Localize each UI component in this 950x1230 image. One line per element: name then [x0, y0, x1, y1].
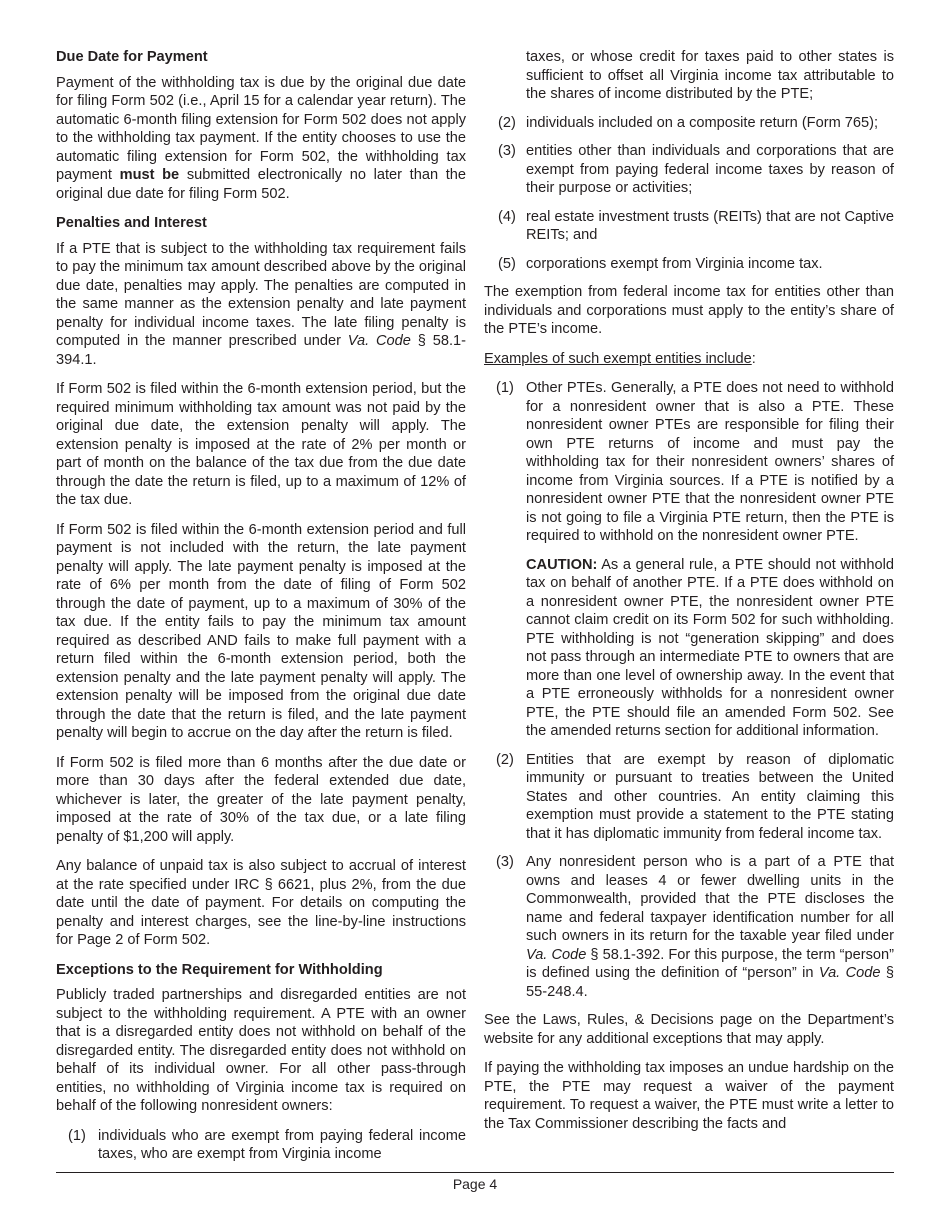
- list-text: taxes, or whose credit for taxes paid to other states is sufficient to offset all Virginia income tax attributable to the shares of income distributed by the PTE;: [526, 49, 894, 102]
- list-number: (3): [498, 143, 516, 159]
- list-text: entities other than individuals and corporations that are exempt from paying federal income taxes by reason of their purpose or activities;: [526, 143, 894, 196]
- list-text: Any nonresident person who is a part of a PTE that owns and leases 4 or fewer dwelling units in the Commonwealth, provided that the PTE discloses the name and federal taxpayer identification number for all such owners in its return for the taxable year filed under Va. Code § 58.1-392. For this purpose, the term “person” is defined using the definition of “person” in Va. Code § 55-248.4.: [526, 854, 894, 1000]
- list-text: Other PTEs. Generally, a PTE does not need to withhold for a nonresident owner that is also a PTE. These nonresident owner PTEs are responsible for filing their own PTE returns of income and must pay the withholding tax for their nonresident owners’ shares of income from Virginia sources. If a PTE is notified by a nonresident owner PTE that the nonresident owner PTE is not going to file a Virginia PTE return, then the PTE is required to withhold on the nonresident owner PTE.: [526, 380, 894, 544]
- example-item-3: [484, 853, 894, 1001]
- list-number: (3): [496, 854, 514, 870]
- list-text: individuals included on a composite return (Form 765);: [526, 114, 879, 131]
- heading-exceptions: Exceptions to the Requirement for Withholding: [56, 961, 383, 978]
- owner-item-2: [484, 114, 894, 133]
- paragraph-hardship: If paying the withholding tax imposes an undue hardship on the PTE, the PTE may request a waiver of the payment requirement. To request a waiver, the PTE must write a letter to the Tax Commissioner describing the facts and: [484, 1060, 894, 1132]
- owner-item-3: [484, 142, 894, 198]
- paragraph-laws: See the Laws, Rules, & Decisions page on the Department’s website for any additional exceptions that may apply.: [484, 1012, 894, 1047]
- list-text: corporations exempt from Virginia income tax.: [526, 255, 823, 272]
- list-text: Entities that are exempt by reason of diplomatic immunity or pursuant to treaties between the United States and other countries. An entity claiming this exemption must provide a statement to the PTE stating that it has diplomatic immunity from federal income tax.: [526, 751, 894, 842]
- list-text: real estate investment trusts (REITs) that are not Captive REITs; and: [526, 208, 894, 243]
- left-column: [56, 48, 466, 1174]
- heading-penalties: Penalties and Interest: [56, 215, 207, 231]
- owner-item-5: [484, 255, 894, 274]
- paragraph-due-date: Payment of the withholding tax is due by the original due date for filing Form 502 (i.e., April 15 for a calendar year return). The automatic 6-month filing extension for Form 502 does not apply to the withholding tax payment. If the entity chooses to use the automatic filing extension for Form 502, the withholding tax payment must be submitted electronically no later than the original due date for filing Form 502.: [56, 74, 466, 202]
- heading-due-date: Due Date for Payment: [56, 49, 208, 65]
- paragraph-penalties-3: If Form 502 is filed within the 6-month extension period and full payment is not included with the return, the late payment penalty will apply. The late payment penalty is imposed at the rate of 6% per month from the date of filing of Form 502 through the date of payment, up to a maximum of 30% of the tax due. If the entity fails to pay the minimum tax amount required as described AND fails to make full payment with a return filed within the 6-month extension period, both the extension penalty and the late payment penalty will apply. The extension penalty will be imposed from the original due date through the date that the return is filed, and the late payment penalty will begin to accrue on the day after the return is filed.: [56, 521, 466, 741]
- list-number: (1): [68, 1127, 86, 1144]
- examples-heading: Examples of such exempt entities include:: [484, 350, 756, 367]
- emphasis-must-be: must be: [119, 167, 180, 183]
- list-number: (1): [496, 380, 514, 396]
- right-column: [484, 48, 894, 1144]
- caution-label: CAUTION:: [526, 556, 598, 573]
- paragraph-penalties-5: Any balance of unpaid tax is also subject to accrual of interest at the rate specified under IRC § 6621, plus 2%, from the due date until the date of payment. For details on computing the penalty and interest charges, see the line-by-line instructions for Page 2 of Form 502.: [56, 858, 466, 948]
- owner-item-1: [56, 1127, 466, 1164]
- paragraph-exceptions: Publicly traded partnerships and disregarded entities are not subject to the withholding requirement. A PTE with an owner that is a disregarded entity does not withhold on behalf of the disregarded entity. The disregarded entity does not withhold on behalf of its individual owner. For all other pass-through entities, no withholding of Virginia income tax is required on behalf of the following nonresident owners:: [56, 987, 466, 1114]
- paragraph-exemption: The exemption from federal income tax for entities other than individuals and corporations must apply to the entity’s share of the PTE’s income.: [484, 284, 894, 337]
- paragraph-penalties-4: If Form 502 is filed more than 6 months after the due date or more than 30 days after the federal extended due date, whichever is later, the greater of the late payment penalty, imposed at the rate of 30% of the tax due, or a late filing penalty of $1,200 will apply.: [56, 754, 466, 845]
- footer-rule: [56, 1172, 894, 1173]
- list-number: (2): [496, 751, 514, 768]
- list-number: (5): [498, 255, 516, 272]
- paragraph-penalties-1: If a PTE that is subject to the withholding tax requirement fails to pay the minimum tax amount described above by the original due date, penalties may apply. The penalties are computed in the same manner as the extension penalty and late payment penalty for individual income taxes. The late filing penalty is computed in the manner prescribed under Va. Code § 58.1-394.1.: [56, 240, 466, 368]
- example-item-2: [484, 751, 894, 844]
- example-item-1: [484, 379, 894, 741]
- owner-item-1-continued: [484, 48, 894, 104]
- list-number: (2): [498, 114, 516, 131]
- page-number: Page 4: [452, 1176, 498, 1192]
- owner-item-4: [484, 208, 894, 245]
- list-text: individuals who are exempt from paying federal income taxes, who are exempt from Virginia income: [98, 1127, 466, 1162]
- caution-note: CAUTION: As a general rule, a PTE should not withhold tax on behalf of another PTE. If a PTE does withhold on a nonresident owner PTE, the nonresident owner PTE cannot claim credit on its Form 502 for such withholding. PTE withholding is not “generation skipping” and does not pass through an intermediate PTE to owners that are more than one level of ownership away. In the event that a PTE erroneously withholds for a nonresident owner PTE, the PTE should file an amended Form 502. See the amended returns section for additional information.: [526, 556, 894, 739]
- list-number: (4): [498, 208, 516, 225]
- paragraph-penalties-2: If Form 502 is filed within the 6-month extension period, but the required minimum withholding tax amount was not paid by the original due date, the extension penalty will apply. The extension penalty is imposed at the rate of 2% per month or part of month on the balance of the tax due from the due date through the date the return is filed, up to a maximum of 12% of the tax due.: [56, 381, 466, 508]
